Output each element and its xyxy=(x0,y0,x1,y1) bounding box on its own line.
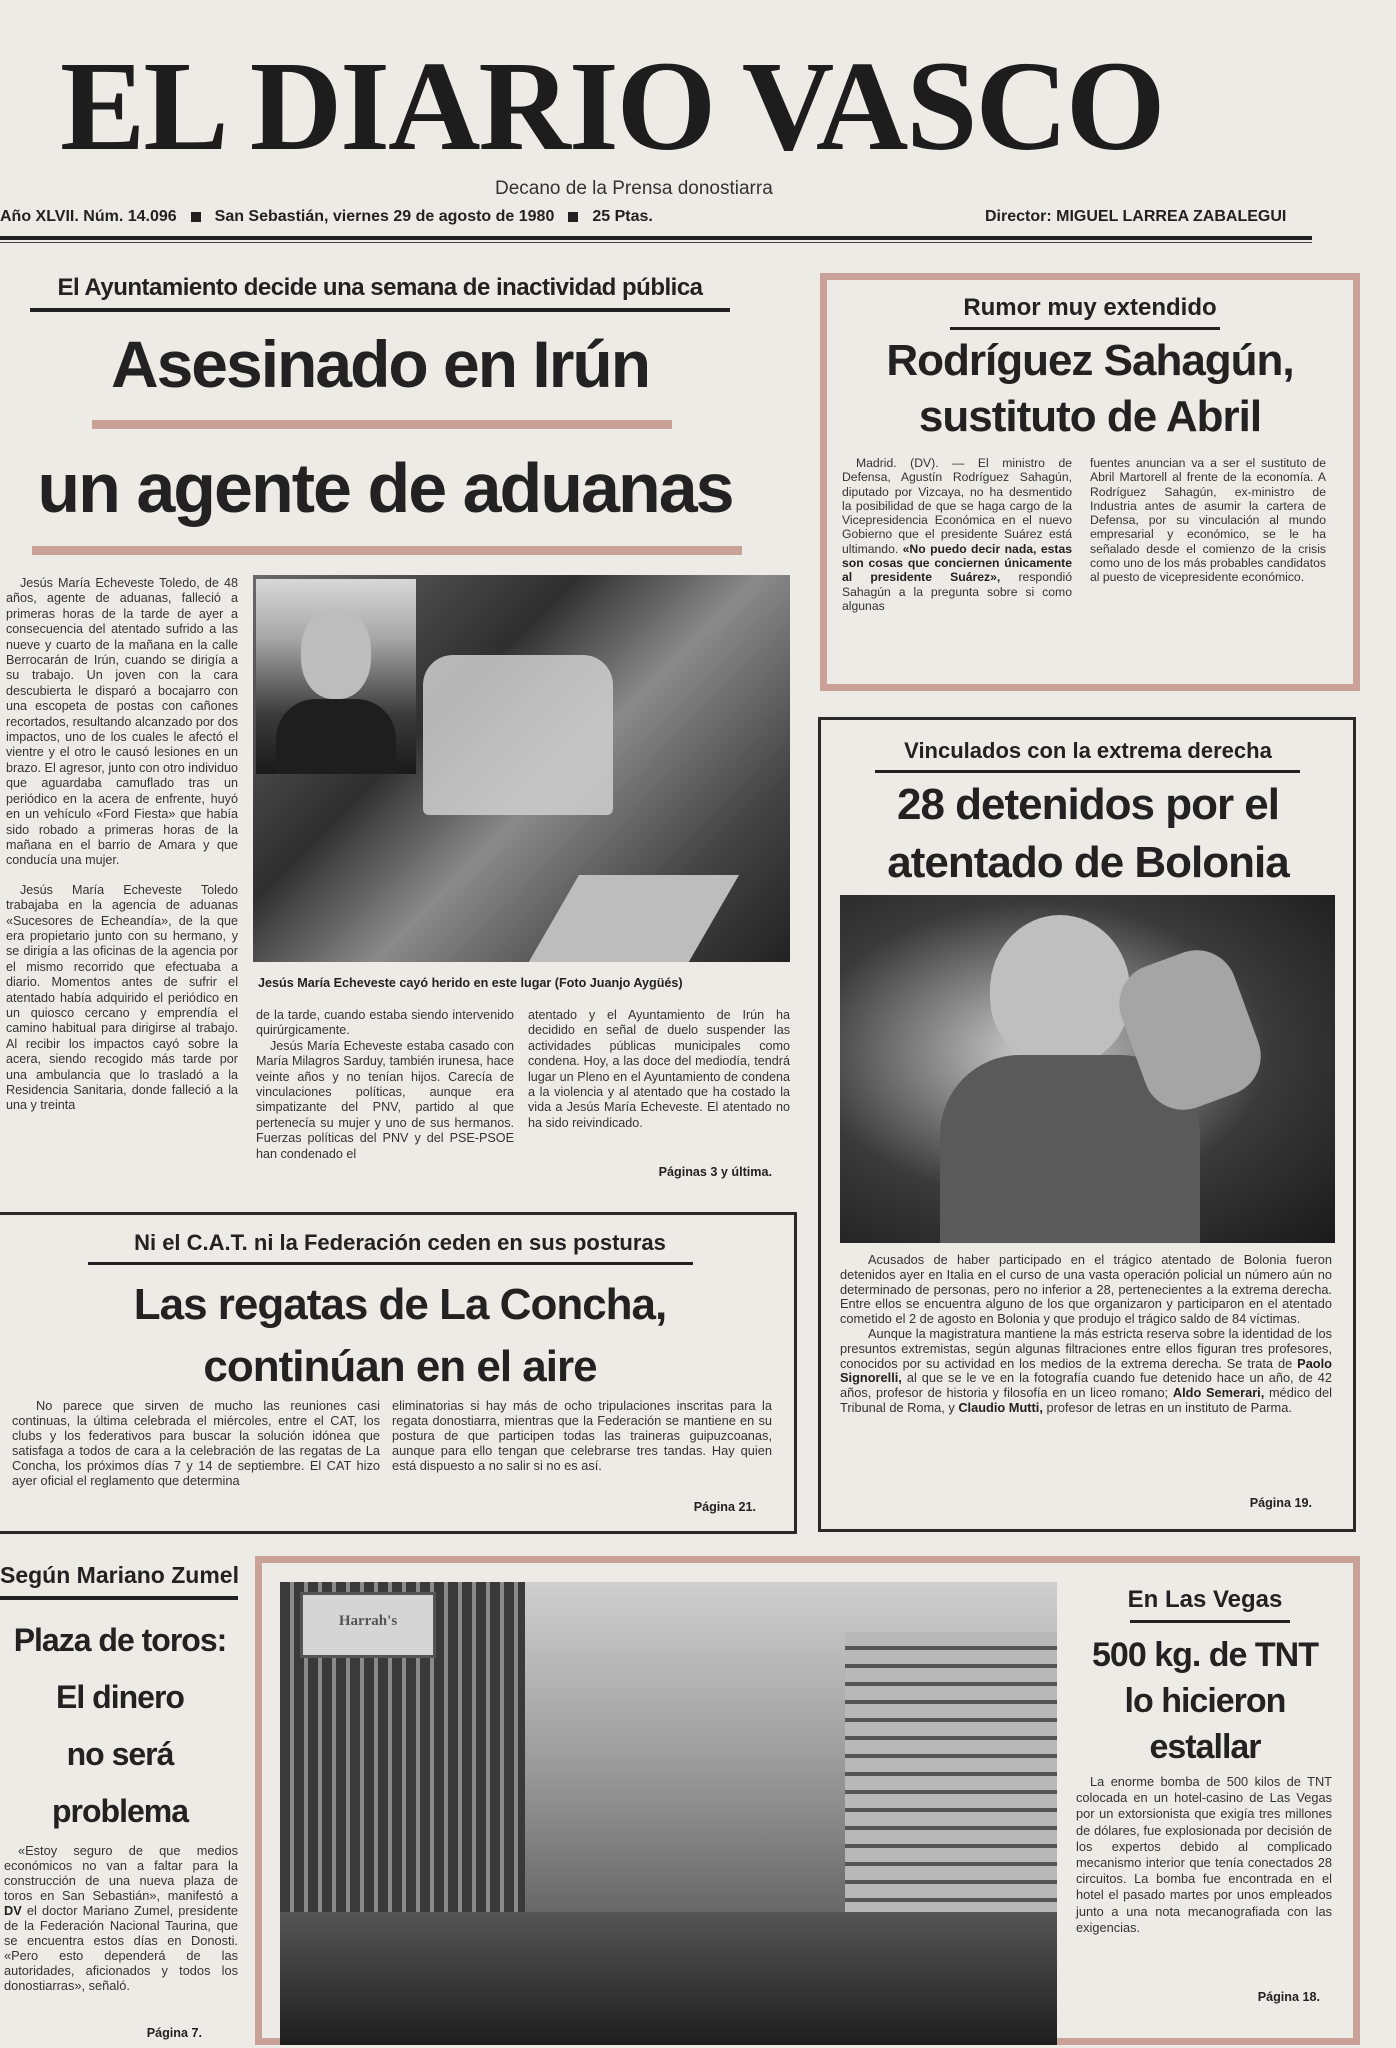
issue-info-bar xyxy=(0,208,1310,226)
vegas-kicker: En Las Vegas xyxy=(1127,1586,1283,1613)
bolonia-paragraph: Aunque la magistratura mantiene la más estricta reserva sobre la identidad de los presuntos extremistas, según algunas filtraciones entre ellos figuran tres profesores, conocidos por su actividad en los medios de la extrema derecha. Se trata de Paolo Signorelli, al que se le ve en la fotografía cuando fue detenido hace un año, de 42 años, profesor de historia y filosofía en un liceo romano; Aldo Semerari, médico del Tribunal de Roma, y Claudio Mutti, profesor de letras en un instituto de Parma. xyxy=(840,1325,1332,1415)
regatas-headline-2: continúan en el aire xyxy=(203,1342,597,1391)
irun-paragraph: Jesús María Echeveste Toledo trabajaba en la agencia de aduanas «Sucesores de Echeandía», de la que era propietario junto con su hermano, y se dirigía a las oficinas de la agencia por el mismo recorrido que efectuaba a diario. Momentos antes de sufrir el atentado había adquirido el periódico en un quiosco cercano y emprendía el camino habitual para dirigirse al trabajo. Al recibir los impactos cayó sobre la acera, siendo recogido más tarde por una ambulancia que lo trasladó a la Residencia Sanitaria, donde falleció a la una y treinta xyxy=(6,882,238,1113)
price: 25 Ptas. xyxy=(592,208,653,225)
sahagun-kicker: Rumor muy extendido xyxy=(963,294,1217,321)
sahagun-text: Madrid. (DV). — El ministro de Defensa, Agustín Rodríguez Sahagún, diputado por Vizcaya, no ha desmentido la posibilidad de que se haga cargo de la Vicepresidencia Económica en el nuevo Gobierno que el presidente Suárez está ultimando. xyxy=(842,456,1072,556)
regatas-column-2 xyxy=(392,1398,772,1473)
vegas-page-ref[interactable]: Página 18. xyxy=(1257,1990,1320,2004)
regatas-paragraph: eliminatorias si hay más de ocho tripulaciones inscritas para la regata donostiarra, mientras que la Federación se mantiene en su postura de que participen todas las traineras guipuzcoanas, aunque para ello tengan que celebrarse tres tandas. Hay quien está dispuesto a no salir si no es así. xyxy=(392,1398,772,1473)
bolonia-kicker: Vinculados con la extrema derecha xyxy=(904,738,1272,763)
bolonia-headline-2: atentado de Bolonia xyxy=(887,838,1289,887)
sahagun-text-tail: respondió Sahagún a la pregunta sobre si como algunas xyxy=(842,570,1073,613)
bolonia-page-ref[interactable]: Página 19. xyxy=(1249,1496,1312,1510)
toros-paragraph: «Estoy seguro de que medios económicos no van a faltar para la construcción de una nueva plaza de toros en San Sebastián», manifestó a DV el doctor Mariano Zumel, presidente de la Federación Nacional Taurina, que se encuentra estos días en Donosti. «Pero esto dependerá de las autoridades, aficionados y todos los donostiarras», señaló. xyxy=(4,1843,238,1993)
sahagun-column-2 xyxy=(1090,456,1326,585)
sahagun-headline-2: sustituto de Abril xyxy=(918,392,1262,441)
vegas-headline xyxy=(1070,1632,1340,1770)
toros-headline-line: El dinero xyxy=(56,1679,184,1715)
irun-headline-1: Asesinado en Irún xyxy=(110,327,650,401)
irun-paragraph: atentado y el Ayuntamiento de Irún ha decidido en señal de duelo suspender las actividades públicas municipales como condena. Hoy, a las doce del mediodía, tendrá lugar un Pleno en el Ayuntamiento de condena a la violencia y al atentado que ha costado la vida a Jesús María Echeveste. El atentado no ha sido reivindicado. xyxy=(528,1008,790,1130)
sahagun-quote: «No puedo decir nada, estas son cosas que conciernen únicamente al presidente Suárez», xyxy=(842,541,1073,585)
arrest-photo xyxy=(840,895,1335,1243)
irun-kicker: El Ayuntamiento decide una semana de inactividad pública xyxy=(57,274,703,301)
irun-page-ref[interactable]: Páginas 3 y última. xyxy=(658,1165,772,1179)
las-vegas-hotel-photo xyxy=(280,1582,1057,2045)
masthead-title: EL DIARIO VASCO xyxy=(60,35,1164,177)
irun-paragraph: de la tarde, cuando estaba siendo intervenido quirúrgicamente. xyxy=(256,1008,514,1038)
name-signorelli: Paolo Signorelli, xyxy=(840,1355,1332,1386)
portrait-photo xyxy=(256,579,416,774)
irun-paragraph: Jesús María Echeveste Toledo, de 48 años, agente de aduanas, falleció a primeras horas de la tarde de ayer a consecuencia del atentado sufrido a las nueve y cuarto de la mañana en la calle Berrocarán de Irún, cuando se dirigía a su trabajo. Un joven con la cara descubierta le disparó a bocajarro con una escopeta de postas con cañones recortados, resultando alcanzado por dos impactos, uno de los cuales le afectó el vientre y el otro le causó lesiones en un brazo. El agresor, junto con otro individuo que aguardaba camuflado tras un periódico en la acera de enfrente, huyó en un vehículo «Ford Fiesta» que había sido robado a primeras horas de la mañana en el barrio de Amara y que conducía una mujer. xyxy=(6,576,238,868)
regatas-paragraph: No parece que sirven de mucho las reuniones casi continuas, la última celebrada el miércoles, entre el CAT, los clubs y los federativos para buscar la solución idónea que satisfaga a todos de cara a la celebración de las regatas de La Concha, los próximos días 7 y 14 de septiembre. El CAT hizo ayer oficial el reglamento que determina xyxy=(12,1398,380,1488)
director: Director: MIGUEL LARREA ZABALEGUI xyxy=(985,208,1287,225)
pink-rule xyxy=(92,420,672,429)
toros-headline-line: Plaza de toros: xyxy=(13,1622,227,1658)
toros-headline xyxy=(0,1612,240,1840)
issue-number: Año XLVII. Núm. 14.096 xyxy=(0,208,177,225)
regatas-headline-1: Las regatas de La Concha, xyxy=(133,1280,667,1329)
name-semerari: Aldo Semerari, xyxy=(1172,1385,1265,1401)
kicker-underline xyxy=(88,1262,693,1265)
toros-text xyxy=(4,1843,238,1993)
bolonia-headline-1: 28 detenidos por el xyxy=(897,780,1279,829)
toros-headline-line: no será xyxy=(66,1736,174,1772)
place-date: San Sebastián, viernes 29 de agosto de 1980 xyxy=(214,208,555,225)
irun-column-2 xyxy=(256,1008,514,1162)
bolonia-text xyxy=(840,1253,1332,1416)
vegas-text xyxy=(1076,1774,1332,1936)
toros-headline-line: problema xyxy=(51,1793,189,1829)
masthead-rule xyxy=(0,236,1312,240)
kicker-underline xyxy=(30,308,730,312)
name-mutti: Claudio Mutti, xyxy=(958,1399,1043,1415)
toros-page-ref[interactable]: Página 7. xyxy=(146,2026,202,2040)
regatas-page-ref[interactable]: Página 21. xyxy=(693,1500,756,1514)
vegas-headline-line: 500 kg. de TNT xyxy=(1092,1636,1318,1674)
vegas-headline-line: lo hicieron xyxy=(1124,1682,1286,1720)
kicker-underline xyxy=(1130,1620,1290,1623)
square-bullet-icon xyxy=(568,212,578,222)
sahagun-text-2: fuentes anuncian va a ser el sustituto de Abril Martorell al frente de la economía. A Rodríguez Sahagún, ex-ministro de Industria antes de asumir la cartera de Defensa, por su vinculación al mundo empresarial y económico, se le ha señalado desde el comienzo de la crisis como uno de los más probables candidatos al puesto de vicepresidente económico. xyxy=(1090,456,1326,585)
vegas-headline-line: estallar xyxy=(1149,1728,1261,1766)
street-foreground xyxy=(280,1912,1057,2045)
hotel-sign: Harrah's xyxy=(300,1592,436,1658)
kicker-underline xyxy=(950,327,1220,330)
photo-caption: Jesús María Echeveste cayó herido en este lugar (Foto Juanjo Aygüés) xyxy=(258,976,683,990)
regatas-kicker: Ni el C.A.T. ni la Federación ceden en sus posturas xyxy=(134,1230,666,1255)
irun-column-3 xyxy=(528,1008,790,1131)
street-scene-photo xyxy=(253,575,790,962)
bolonia-paragraph: Acusados de haber participado en el trágico atentado de Bolonia fueron detenidos ayer en Italia en el curso de una vasta operación policial un número aún no determinado de personas, pero no inferior a 28, pertenecientes a la extrema derecha. Entre ellos se encuentra alguno de los que organizaron y participaron en el atentado cometido el 2 de agosto en Bolonia y que produjo el trágico saldo de 84 víctimas. xyxy=(840,1252,1332,1327)
sahagun-column-1 xyxy=(842,456,1072,613)
kicker-underline xyxy=(0,1596,238,1600)
vegas-paragraph: La enorme bomba de 500 kilos de TNT colocada en un hotel-casino de Las Vegas por un extorsionista que exigía tres millones de dólares, fue explosionada por decisión de los expertos debido al complicado mecanismo interior que tenía conectados 28 circuitos. La bomba fue encontrada en el hotel el pasado martes por unos empleados junto a una nota mecanografiada con las exigencias. xyxy=(1076,1774,1332,1935)
masthead-rule-thin xyxy=(0,242,1312,243)
square-bullet-icon xyxy=(191,212,201,222)
masthead-subtitle: Decano de la Prensa donostiarra xyxy=(495,178,773,199)
hotel-tower-right xyxy=(845,1632,1057,1922)
irun-column-1 xyxy=(6,576,238,1114)
irun-headline-2: un agente de aduanas xyxy=(37,449,733,527)
sahagun-headline-1: Rodríguez Sahagún, xyxy=(886,336,1294,385)
pink-rule xyxy=(32,546,742,555)
irun-paragraph: Jesús María Echeveste estaba casado con María Milagros Sarduy, también irunesa, hace veinte años y no tenían hijos. Carecía de vinculaciones políticas, aunque era simpatizante del PNV, partido al que pertenecía su mujer y uno de sus hermanos. Fuerzas políticas del PNV y del PSE-PSOE han condenado el xyxy=(256,1038,514,1161)
regatas-column-1 xyxy=(12,1398,380,1488)
toros-kicker: Según Mariano Zumel xyxy=(0,1562,239,1588)
kicker-underline xyxy=(875,770,1300,773)
